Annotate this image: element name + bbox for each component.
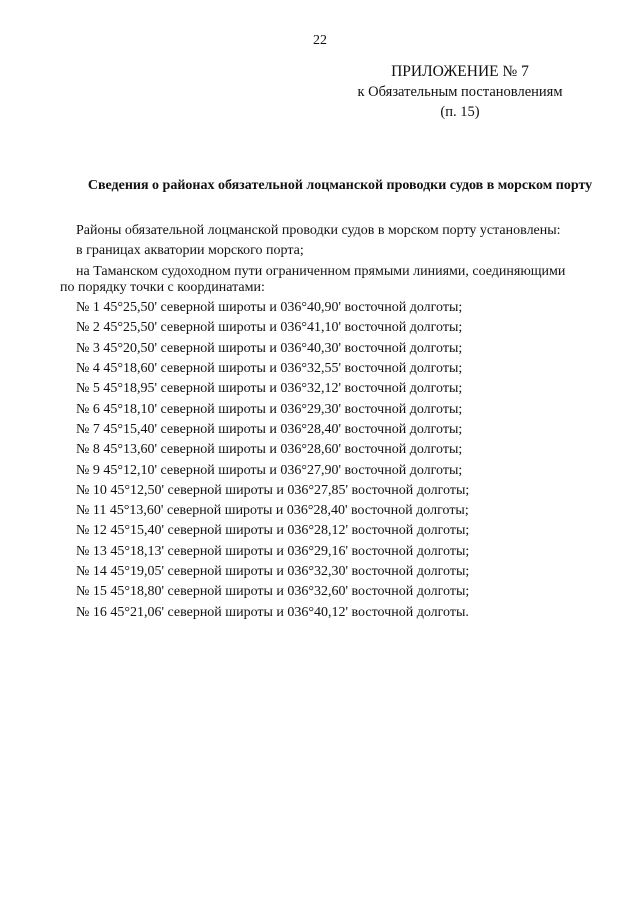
coordinate-item: № 4 45°18,60' северной широты и 036°32,55' восточной долготы; — [76, 361, 463, 377]
coordinate-item: № 8 45°13,60' северной широты и 036°28,60' восточной долготы; — [76, 442, 463, 458]
coordinate-item: № 16 45°21,06' северной широты и 036°40,12' восточной долготы. — [76, 604, 469, 620]
appendix-subtitle: к Обязательным постановлениям — [357, 84, 563, 100]
coordinates-list — [60, 298, 616, 623]
coordinate-item: № 7 45°15,40' северной широты и 036°28,40' восточной долготы; — [76, 421, 463, 437]
intro-paragraph: Районы обязательной лоцманской проводки судов в морском порту установлены: — [76, 223, 561, 238]
page-number: 22 — [313, 33, 327, 48]
coordinate-item: № 9 45°12,10' северной широты и 036°27,90' восточной долготы; — [76, 462, 463, 478]
document-heading: Сведения о районах обязательной лоцманской проводки судов в морском порту — [87, 178, 593, 193]
coordinate-item: № 10 45°12,50' северной широты и 036°27,85' восточной долготы; — [76, 482, 470, 498]
intro-item-taman-route-continued: по порядку точки с координатами: — [60, 279, 265, 295]
appendix-reference: (п. 15) — [440, 104, 480, 120]
document-body — [60, 221, 616, 623]
appendix-header — [340, 62, 580, 122]
appendix-title: ПРИЛОЖЕНИЕ № 7 — [391, 63, 529, 80]
intro-item-port-waters: в границах акватории морского порта; — [76, 243, 304, 259]
intro-item-taman-route: на Таманском судоходном пути ограниченном прямыми линиями, соединяющими — [76, 263, 566, 279]
coordinate-item: № 14 45°19,05' северной широты и 036°32,30' восточной долготы; — [76, 564, 470, 580]
coordinate-item: № 5 45°18,95' северной широты и 036°32,12' восточной долготы; — [76, 381, 463, 397]
coordinate-item: № 12 45°15,40' северной широты и 036°28,12' восточной долготы; — [76, 523, 470, 539]
coordinate-item: № 6 45°18,10' северной широты и 036°29,30' восточной долготы; — [76, 401, 463, 417]
coordinate-item: № 13 45°18,13' северной широты и 036°29,16' восточной долготы; — [76, 543, 470, 559]
coordinate-item: № 15 45°18,80' северной широты и 036°32,60' восточной долготы; — [76, 584, 470, 600]
coordinate-item: № 1 45°25,50' северной широты и 036°40,90' восточной долготы; — [76, 300, 463, 316]
coordinate-item: № 3 45°20,50' северной широты и 036°40,30' восточной долготы; — [76, 340, 463, 356]
coordinate-item: № 2 45°25,50' северной широты и 036°41,10' восточной долготы; — [76, 320, 463, 336]
coordinate-item: № 11 45°13,60' северной широты и 036°28,40' восточной долготы; — [76, 503, 469, 519]
